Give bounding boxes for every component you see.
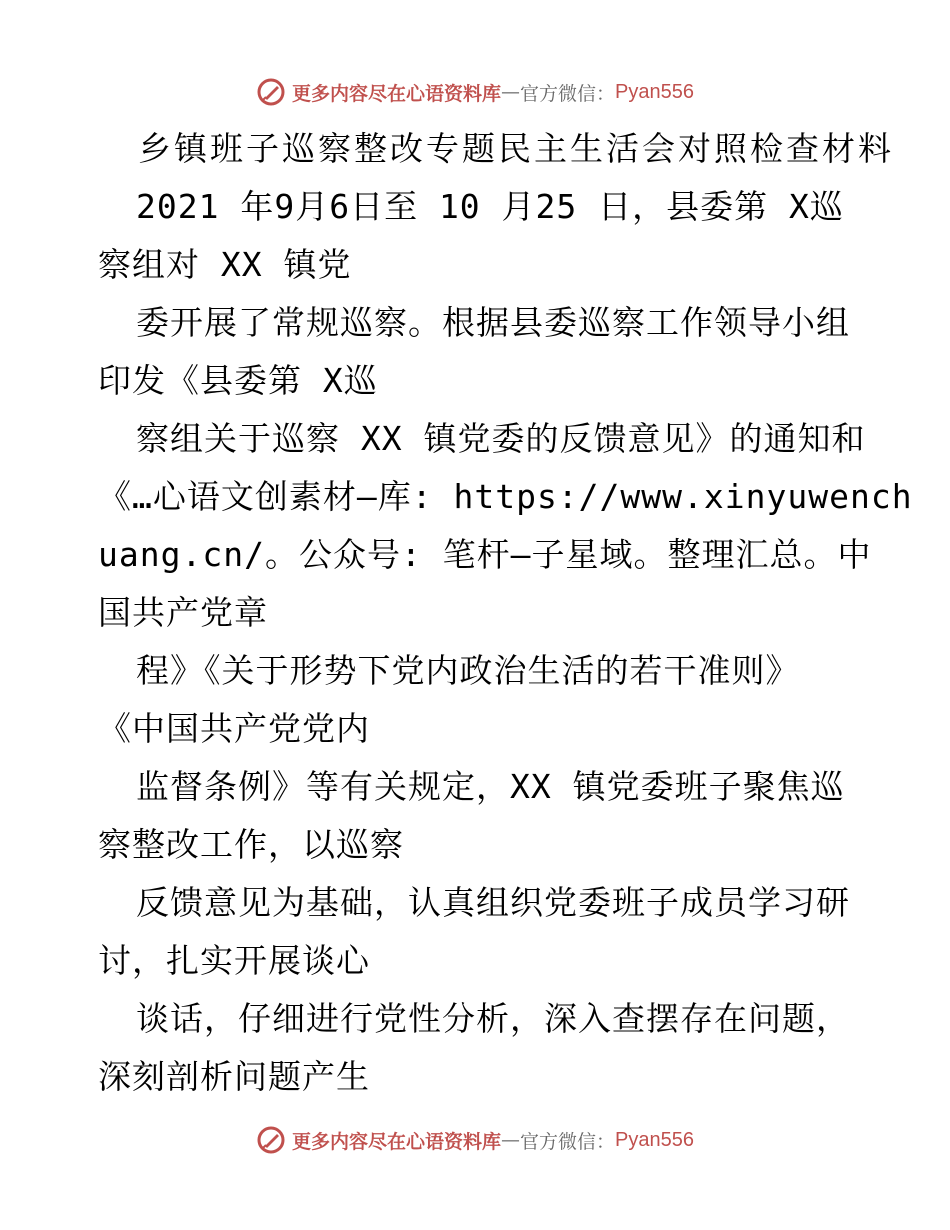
- body-line-8: 国共产党章: [98, 593, 268, 632]
- watermark-dash: —: [501, 81, 521, 103]
- body-line-15: 谈话，仔细进行党性分析，深入查摆存在问题，: [136, 999, 850, 1038]
- body-line-10: 《中国共产党党内: [98, 709, 370, 748]
- body-line-1: 2021 年9月6日至 10 月25 日，县委第 X巡: [136, 187, 844, 226]
- watermark-official-label: 官方微信：: [520, 82, 616, 105]
- watermark-dash: —: [501, 1129, 521, 1151]
- body-line-6: 《…心语文创素材—库: https://www.xinyuwench: [98, 477, 913, 516]
- document-title: 乡镇班子巡察整改专题民主生活会对照检查材料: [138, 129, 894, 168]
- watermark-wechat-id: Pyan556: [615, 80, 694, 103]
- body-line-14: 讨，扎实开展谈心: [98, 941, 370, 980]
- body-line-7: uang.cn/。公众号: 笔杆—子星域。整理汇总。中: [98, 535, 872, 574]
- quill-seal-icon: [256, 1125, 286, 1155]
- watermark-text: 更多内容尽在心语资料库: [292, 82, 502, 105]
- watermark-banner-top: [0, 72, 950, 112]
- body-line-12: 察整改工作，以巡察: [98, 825, 404, 864]
- body-line-4: 印发《县委第 X巡: [98, 361, 378, 400]
- body-line-5: 察组关于巡察 XX 镇党委的反馈意见》的通知和: [136, 419, 866, 458]
- body-line-2: 察组对 XX 镇党: [98, 245, 352, 284]
- watermark-official-label: 官方微信：: [520, 1130, 616, 1153]
- body-line-9: 程》《关于形势下党内政治生活的若干准则》: [136, 651, 800, 690]
- watermark-banner-bottom: [0, 1120, 950, 1160]
- watermark-wechat-id: Pyan556: [615, 1128, 694, 1151]
- body-line-16: 深刻剖析问题产生: [98, 1057, 370, 1096]
- watermark-text: 更多内容尽在心语资料库: [292, 1130, 502, 1153]
- body-line-13: 反馈意见为基础，认真组织党委班子成员学习研: [136, 883, 850, 922]
- body-line-3: 委开展了常规巡察。根据县委巡察工作领导小组: [136, 303, 850, 342]
- document-body: [98, 120, 913, 1106]
- quill-seal-icon: [256, 77, 286, 107]
- body-line-11: 监督条例》等有关规定，XX 镇党委班子聚焦巡: [136, 767, 845, 806]
